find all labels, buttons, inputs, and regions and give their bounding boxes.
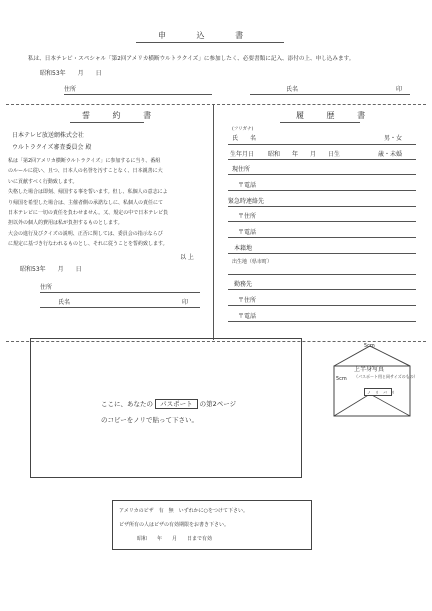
photo-glue-box (364, 388, 395, 396)
passport-boxed-word: パスポート (155, 399, 198, 409)
passport-instruction-line2: のコピーをノリで貼って下さい。 (101, 416, 198, 424)
pledge-line: り帰国を希望した場合は、主催者側の承諾なしに、私個人の責任にて (8, 199, 164, 206)
visa-box[interactable] (112, 500, 312, 550)
resume-title: 履 歴 書 (296, 111, 376, 120)
resume-phone-line-2[interactable] (228, 237, 416, 238)
resume-title-underline (280, 122, 360, 123)
pledge-line: 大会の進行及びクイズの説明、正否に関しては、委員会の指示ならび (8, 230, 163, 237)
pledge-line: のルールに従い、且つ、日本人の名誉を汚すことなく、日本親善に大 (8, 168, 163, 175)
resume-address-line-3[interactable] (228, 305, 416, 306)
passport-instruction-line1 (101, 399, 236, 408)
passport-suffix: の第2ページ (199, 400, 237, 408)
column-divider (213, 104, 214, 340)
pledge-line: 私は「第2回アメリカ横断ウルトラクイズ」に参加するに当り、番組 (8, 158, 161, 164)
visa-line-2: ビザ所有の人はビザの有効期限をお書き下さい。 (119, 522, 230, 528)
photo-width-label: 5cm (364, 343, 375, 349)
pledge-line: 日本テレビに一切の責任を負わせません。又、規定の中で日本テレビ負 (8, 209, 169, 216)
pledge-line: 担以外の個人的費用は私が負担するものとします。 (8, 220, 123, 227)
pledge-address-line[interactable] (40, 292, 200, 293)
resume-phone-line-1[interactable] (228, 190, 416, 191)
pledge-name-line[interactable] (40, 307, 200, 308)
resume-current-address-line[interactable] (228, 174, 416, 175)
application-address-line[interactable] (64, 94, 212, 95)
resume-emergency-label: 緊急時連絡先 (228, 198, 265, 205)
resume-furigana-label: (フリガナ) (232, 127, 254, 132)
resume-age-label[interactable]: 歳・未婚 (378, 151, 403, 158)
section-divider-top (6, 104, 426, 105)
resume-phone-label-2: 〒電話 (238, 229, 257, 236)
pledge-date: 昭和53年 月 日 (20, 266, 82, 273)
passport-prefix: ここに、あなたの (101, 400, 153, 408)
resume-phone-label-3: 〒電話 (238, 313, 257, 320)
resume-address-line-2[interactable] (228, 221, 416, 222)
resume-workplace-label: 勤務先 (234, 281, 253, 288)
resume-phone-label-1: 〒電話 (238, 182, 257, 189)
resume-birthplace-line[interactable] (228, 274, 416, 275)
resume-domicile-line[interactable] (228, 253, 416, 254)
application-address-label: 住所 (64, 86, 77, 93)
pledge-seal-label: 印 (182, 299, 189, 306)
pledge-body (8, 157, 208, 251)
resume-emergency-line[interactable] (228, 206, 416, 207)
pledge-line: いに貢献すべく行動致します。 (8, 178, 78, 185)
application-date: 昭和53年 月 日 (40, 70, 102, 77)
resume-birthplace-label: 出生地（県市町） (232, 259, 273, 265)
application-intro: 私は、日本テレビ・スペシャル「第2回アメリカ横断ウルトラクイズ」に参加したく、必要書類に記入、添付の上、申し込みます。 (28, 56, 355, 62)
resume-birth-line[interactable] (228, 159, 416, 160)
resume-gender[interactable]: 男・女 (384, 135, 403, 142)
resume-workplace-line[interactable] (228, 289, 416, 290)
resume-name-line[interactable] (228, 144, 416, 145)
photo-area[interactable] (330, 343, 418, 418)
pledge-name-label: 氏名 (58, 299, 71, 306)
photo-caption-1: 上半身写真 (354, 366, 385, 373)
resume-address-label-3: 〒住所 (238, 297, 257, 304)
application-seal-label: 印 (396, 86, 403, 93)
resume-name-label: 氏 名 (232, 135, 257, 142)
application-name-label: 氏名 (286, 86, 299, 93)
visa-line-1: アメリカのビザ 有 無 いずれかに○をつけて下さい。 (119, 508, 249, 514)
resume-birth-label: 生年月日 (230, 151, 255, 158)
resume-domicile-label: 本籍地 (234, 245, 253, 252)
resume-address-label-2: 〒住所 (238, 213, 257, 220)
pledge-line: に規定に基づき行なわれるものとし、それに従うことを誓約致します。 (8, 241, 168, 248)
application-name-line[interactable] (250, 94, 410, 95)
page-title: 申 込 書 (158, 31, 258, 40)
photo-glue-label: ノ リ バ リ (367, 390, 395, 395)
pledge-title-underline (70, 122, 144, 123)
pledge-address-label: 住所 (40, 284, 53, 291)
pledge-line: 失格した場合は即刻、帰国する事を誓います。但し、私個人の意志によ (8, 189, 168, 196)
pledge-addressee-company: 日本テレビ放送網株式会社 (12, 132, 84, 139)
passport-paste-area[interactable] (30, 338, 302, 478)
pledge-addressee-committee: ウルトラクイズ審査委員会 殿 (12, 144, 92, 151)
resume-phone-line-3[interactable] (228, 321, 416, 322)
pledge-title: 誓 約 書 (82, 111, 162, 120)
visa-line-3: 昭和 年 月 日まで有効 (137, 536, 213, 542)
photo-caption-2: （パスポート用と同サイズのもの） (354, 374, 418, 379)
resume-current-address-label: 現住所 (232, 166, 251, 173)
photo-height-label: 5cm (336, 376, 347, 382)
title-underline (136, 42, 284, 43)
resume-birth-value[interactable]: 昭和 年 月 日生 (268, 151, 341, 158)
pledge-end-mark: 以 上 (180, 254, 194, 261)
